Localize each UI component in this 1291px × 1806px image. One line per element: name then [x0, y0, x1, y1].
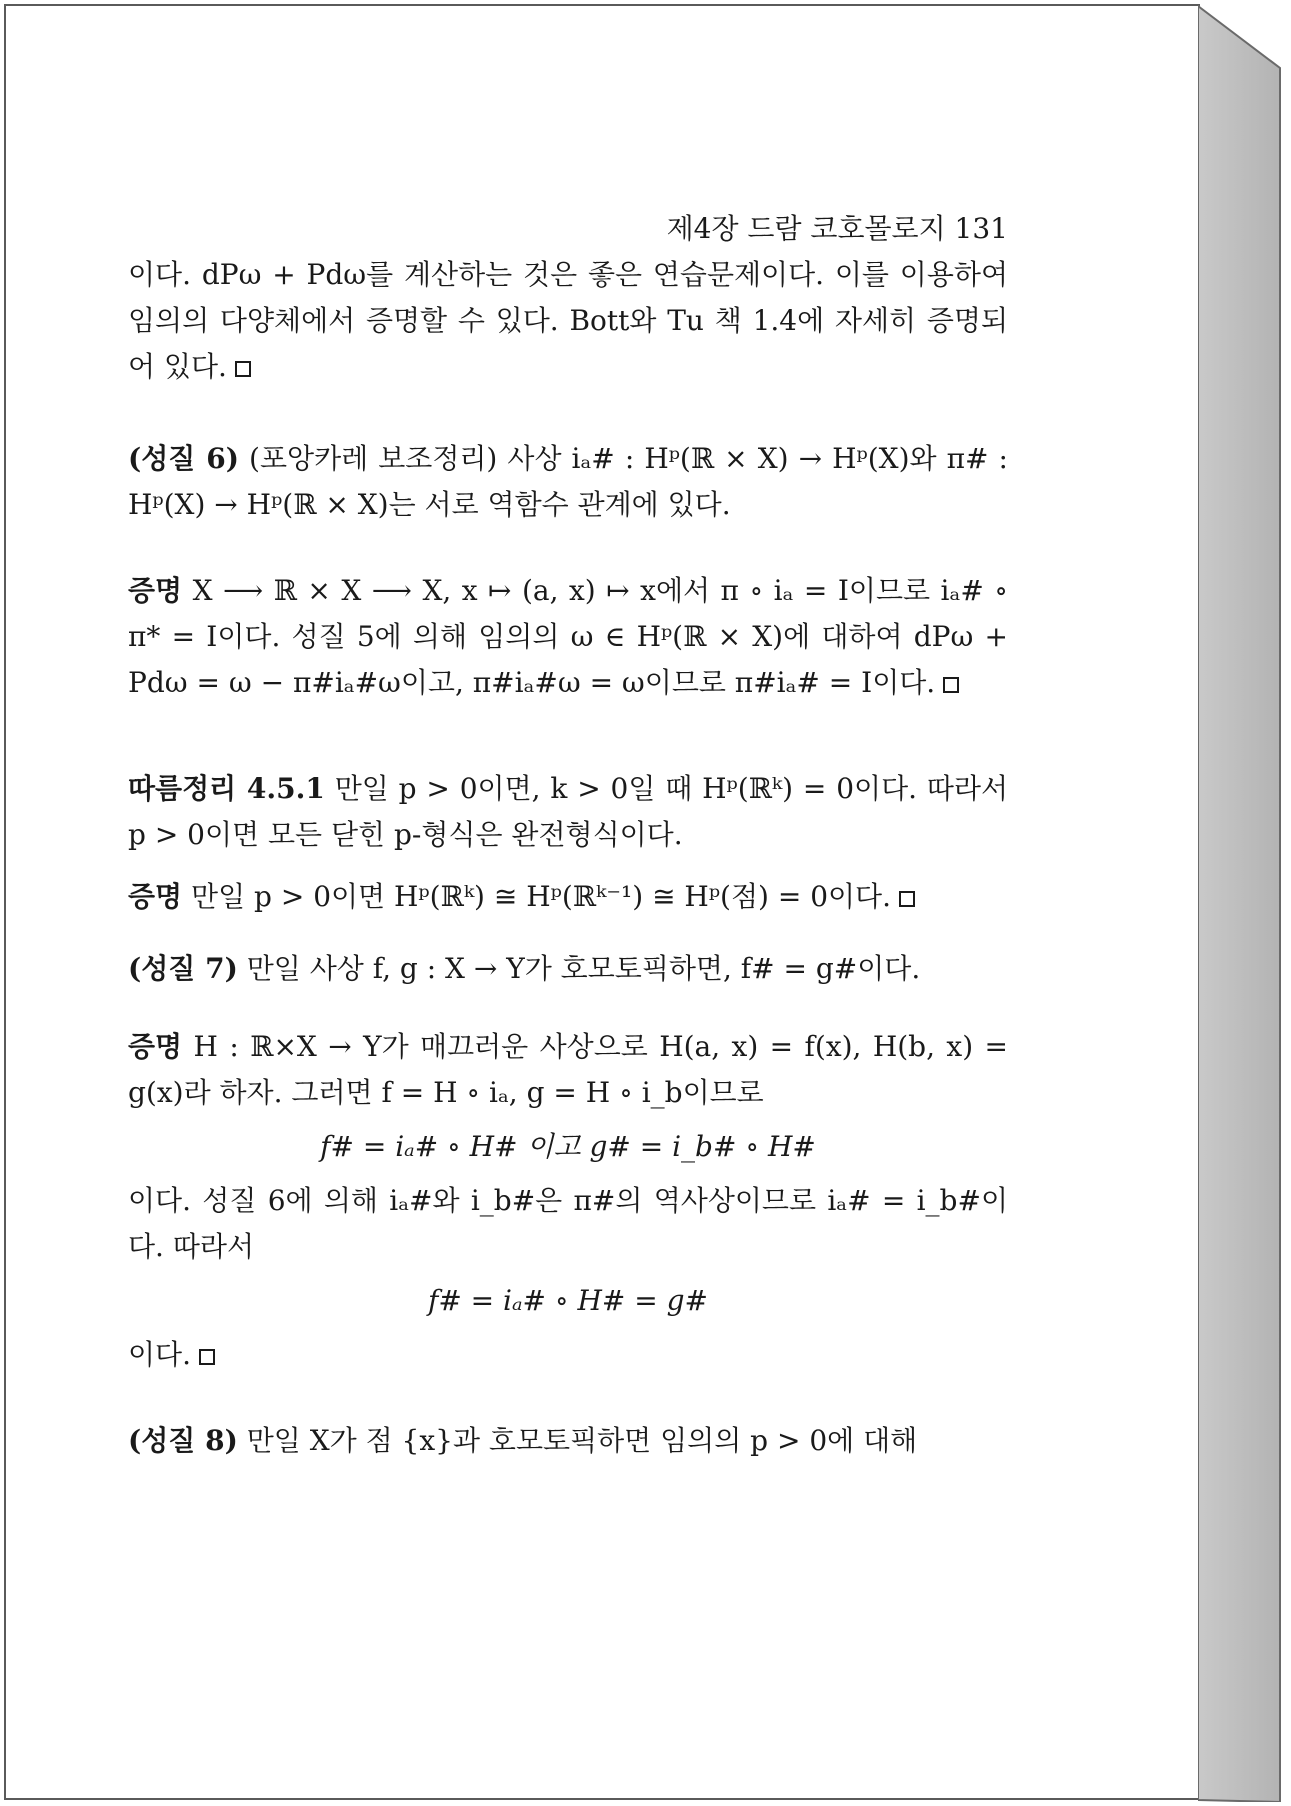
property-label: (성질 8): [128, 1424, 238, 1457]
qed-icon: [943, 677, 959, 693]
paragraph-proof-end: 이다. dPω + Pdω를 계산하는 것은 좋은 연습문제이다. 이를 이용하여 임의의 다양체에서 증명할 수 있다. Bott와 Tu 책 1.4에 자세히 증명되어 있다.: [128, 258, 1008, 383]
display-equation-2: f# = iₐ# ∘ H# = g#: [427, 1284, 709, 1317]
proof-label: 증명: [128, 880, 183, 913]
property-label: (성질 7): [128, 952, 238, 985]
paragraph-proof-end: 이다.: [128, 1332, 1008, 1378]
corollary-label: 따름정리 4.5.1: [128, 772, 325, 805]
spine-shape: [1198, 4, 1290, 1802]
paragraph: 이다. 성질 6에 의해 iₐ#와 i_b#은 π#의 역사상이므로 iₐ# = i_b#이다. 따라서: [128, 1184, 1008, 1263]
book: [4, 4, 1290, 1802]
running-head: 제4장 드람 코호몰로지 131: [666, 212, 1008, 245]
property-7: (성질 7) 만일 사상 f, g : X → Y가 호모토픽하면, f# = g#이다.: [128, 952, 921, 985]
page-content: [128, 196, 1008, 1464]
corollary-4-5-1: 따름정리 4.5.1 만일 p > 0이면, k > 0일 때 Hᵖ(ℝᵏ) = 0이다. 따라서 p > 0이면 모든 닫힌 p-형식은 완전형식이다.: [128, 772, 1009, 851]
proof-label: 증명: [128, 574, 183, 607]
qed-icon: [199, 1349, 215, 1365]
proof-label: 증명: [128, 1030, 183, 1063]
qed-icon: [235, 361, 251, 377]
qed-icon: [899, 891, 915, 907]
proof-corollary: 증명 만일 p > 0이면 Hᵖ(ℝᵏ) ≅ Hᵖ(ℝᵏ⁻¹) ≅ Hᵖ(점) = 0이다.: [128, 874, 1008, 920]
page: [4, 4, 1200, 1800]
property-6: (성질 6) (포앙카레 보조정리) 사상 iₐ# : Hᵖ(ℝ × X) → Hᵖ(X)와 π# : Hᵖ(X) → Hᵖ(ℝ × X)는 서로 역함수 관계에 있다.: [128, 442, 1008, 521]
proof-6: 증명 X ⟶ ℝ × X ⟶ X, x ↦ (a, x) ↦ x에서 π ∘ iₐ = I이므로 iₐ# ∘ π* = I이다. 성질 5에 의해 임의의 ω ∈ Hᵖ(ℝ × X)에 대하여 dPω + Pdω = ω − π#iₐ#ω이고, π#iₐ#ω = ω이므로 π#iₐ# = I이다.: [128, 574, 1008, 699]
display-equation-1: f# = iₐ# ∘ H# 이고 g# = i_b# ∘ H#: [320, 1130, 816, 1163]
proof-7: 증명 H : ℝ×X → Y가 매끄러운 사상으로 H(a, x) = f(x), H(b, x) = g(x)라 하자. 그러면 f = H ∘ iₐ, g = H ∘ i_b이므로: [128, 1030, 1008, 1109]
property-label: (성질 6): [128, 442, 239, 475]
property-8: (성질 8) 만일 X가 점 {x}과 호모토픽하면 임의의 p > 0에 대해: [128, 1424, 918, 1457]
